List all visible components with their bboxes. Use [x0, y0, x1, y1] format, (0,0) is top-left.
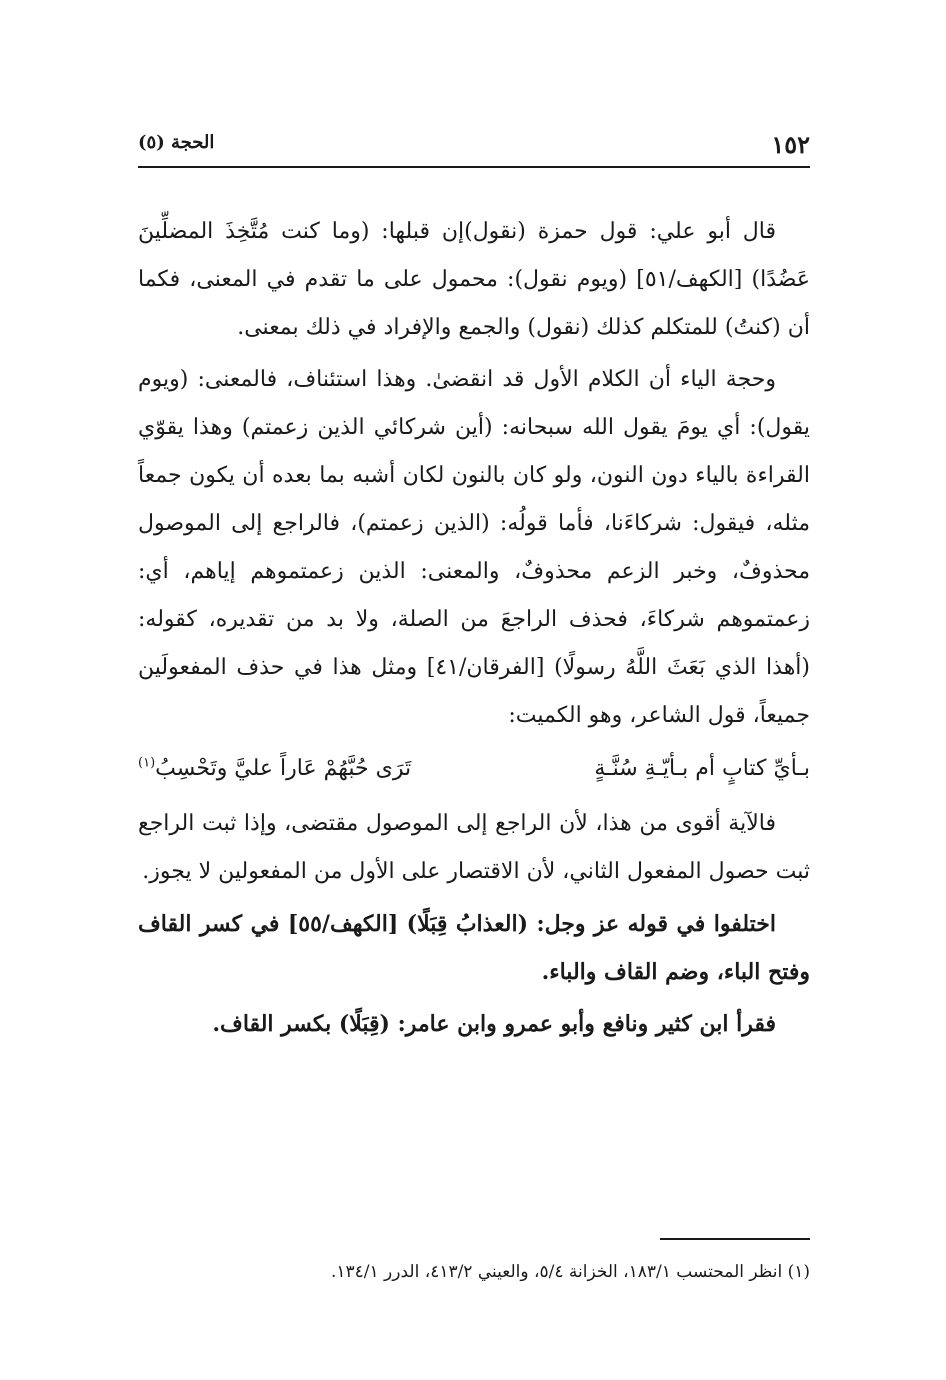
page-number: ١٥٢ [771, 130, 810, 159]
verse-first-hemistich: بـأيِّ كتابٍ أم بـأيّـةِ سُنَّـةٍ [594, 756, 810, 781]
verse-second-hemistich: تَرَى حُبَّهُمْ عَاراً عليَّ وتَحْسِبُ [155, 756, 412, 781]
verse-second-hemistich-wrap [138, 746, 411, 792]
paragraph-5: فقرأ ابن كثير ونافع وأبو عمرو وابن عامر: (قِبَلًا) بكسر القاف. [212, 1011, 776, 1037]
running-title: الحجة (٥) [138, 132, 215, 153]
paragraph-2: وحجة الياء أن الكلام الأول قد انقضىٰ. وهذا استئناف، فالمعنى: (ويوم يقول): أي يومَ يقول الله سبحانه: (أين شركائي الذين زعمتم) وهذا يقوّي القراءة بالياء دون النون، ولو كان بالنون لكان أشبه بما بعده أن يكون جمعاً مثله، فيقول: شركاءَنا، فأما قولُه: (الذين زعمتم)، فالراجع إلى الموصول محذوفٌ، وخبر الزعم محذوفٌ، والمعنى: الذين زعمتموهم إياهم، أي: زعمتموهم شركاءَ، فحذف الراجعَ من الصلة، ولا بد من تقديره، كقوله: (أهذا الذي بَعَثَ اللَّهُ رسولًا) [الفرقان/٤١] ومثل هذا في حذف المفعولَين جميعاً، قول الشاعر، وهو الكميت: [138, 367, 811, 728]
paragraph-1: قال أبو علي: قول حمزة (نقول)إن قبلها: (وما كنت مُتَّخِذَ المضلِّينَ عَضُدًا) [الكهف/٥١] (ويوم نقول): محمول على ما تقدم في المعنى، فكما أن (كنتُ) للمتكلم كذلك (نقول) والجمع والإفراد في ذلك بمعنى. [138, 219, 810, 340]
footnote-rule [660, 1238, 810, 1240]
footnote-reference: (١) [138, 755, 156, 771]
poetry-verse [138, 746, 810, 792]
page-header [138, 126, 810, 162]
page-body [138, 208, 810, 1048]
header-rule [138, 166, 810, 168]
paragraph-3: فالآية أقوى من هذا، لأن الراجع إلى الموصول مقتضى، وإذا ثبت الراجع ثبت حصول المفعول الثاني، لأن الاقتصار على الأول من المفعولين لا يجوز. [138, 811, 810, 884]
footnote: (١) انظر المحتسب ١٨٣/١، الخزانة ٥/٤، والعيني ٤١٣/٢، الدرر ١٣٤/١. [330, 1262, 810, 1282]
paragraph-4: اختلفوا في قوله عز وجل: (العذابُ قِبَلًا) [الكهف/٥٥] في كسر القاف وفتح الباء، وضم القاف والباء. [138, 911, 810, 985]
